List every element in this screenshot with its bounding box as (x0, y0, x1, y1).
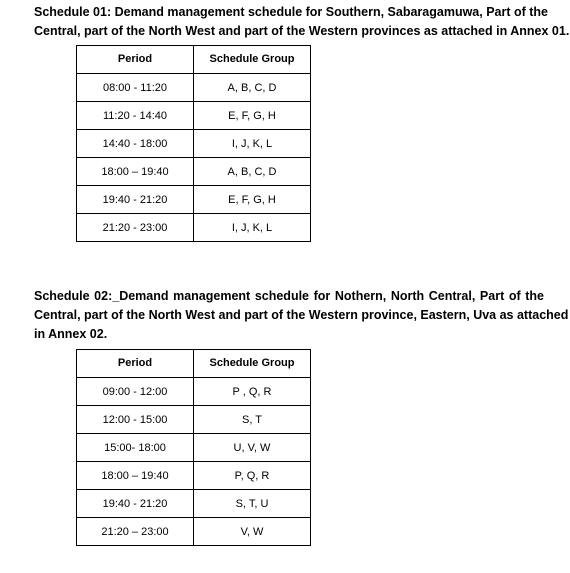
table-row (77, 378, 311, 406)
table-row (77, 214, 311, 242)
table-row (77, 102, 311, 130)
table-row (77, 490, 311, 518)
schedule-group-cell: E, F, G, H (194, 102, 311, 130)
column-header-period: Period (77, 350, 194, 378)
period-cell: 21:20 – 23:00 (77, 518, 194, 546)
schedule-group-cell: P, Q, R (194, 462, 311, 490)
schedule-01-table (76, 45, 311, 242)
table-row (77, 74, 311, 102)
schedule-02-heading-line: Central, part of the North West and part of the Western province, Eastern, Uva as attached (34, 308, 569, 322)
schedule-group-cell: P , Q, R (194, 378, 311, 406)
table-row (77, 462, 311, 490)
schedule-group-cell: S, T (194, 406, 311, 434)
period-cell: 14:40 - 18:00 (77, 130, 194, 158)
schedule-01-heading-line: Schedule 01: Demand management schedule for Southern, Sabaragamuwa, Part of the (34, 5, 549, 19)
schedule-02-heading-line: in Annex 02. (34, 327, 108, 341)
period-cell: 11:20 - 14:40 (77, 102, 194, 130)
table-row (77, 434, 311, 462)
schedule-group-cell: I, J, K, L (194, 130, 311, 158)
column-header-period: Period (77, 46, 194, 74)
schedule-02-heading-line: Schedule 02:_Demand management schedule for Nothern, North Central, Part of the (34, 289, 544, 303)
schedule-group-cell: S, T, U (194, 490, 311, 518)
schedule-group-cell: I, J, K, L (194, 214, 311, 242)
table-row (77, 518, 311, 546)
period-cell: 19:40 - 21:20 (77, 186, 194, 214)
period-cell: 18:00 – 19:40 (77, 158, 194, 186)
table-row (77, 130, 311, 158)
period-cell: 18:00 – 19:40 (77, 462, 194, 490)
period-cell: 19:40 - 21:20 (77, 490, 194, 518)
period-cell: 21:20 - 23:00 (77, 214, 194, 242)
period-cell: 08:00 - 11:20 (77, 74, 194, 102)
table-row (77, 158, 311, 186)
period-cell: 12:00 - 15:00 (77, 406, 194, 434)
schedule-01-heading (34, 3, 570, 41)
table-header-row (77, 46, 311, 74)
schedule-01-heading-line: Central, part of the North West and part of the Western provinces as attached in Annex 01. (34, 24, 570, 38)
schedule-group-cell: A, B, C, D (194, 74, 311, 102)
table-row (77, 186, 311, 214)
table-header-row (77, 350, 311, 378)
period-cell: 09:00 - 12:00 (77, 378, 194, 406)
schedule-02-heading (34, 287, 569, 344)
period-cell: 15:00- 18:00 (77, 434, 194, 462)
table-row (77, 406, 311, 434)
schedule-group-cell: A, B, C, D (194, 158, 311, 186)
schedule-group-cell: U, V, W (194, 434, 311, 462)
column-header-schedule-group: Schedule Group (194, 46, 311, 74)
schedule-group-cell: V, W (194, 518, 311, 546)
column-header-schedule-group: Schedule Group (194, 350, 311, 378)
schedule-group-cell: E, F, G, H (194, 186, 311, 214)
schedule-02-table (76, 349, 311, 546)
